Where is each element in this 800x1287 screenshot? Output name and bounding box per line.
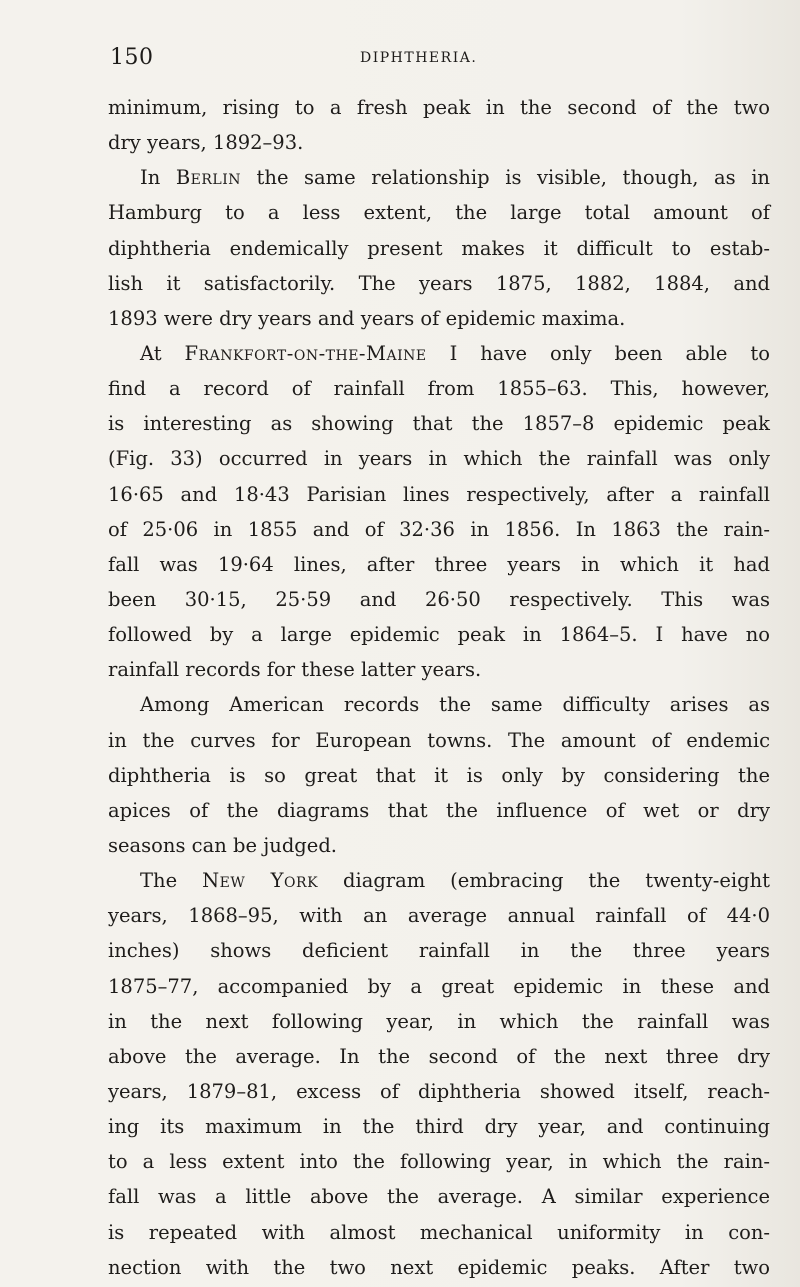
- line-prefix: At: [140, 341, 185, 365]
- text-line: [108, 1004, 770, 1039]
- line-text: dry years, 1892–93.: [108, 131, 304, 155]
- line-text: 1893 were dry years and years of epidemic maxima.: [108, 306, 626, 330]
- body-text: [108, 90, 770, 1285]
- text-line: [108, 266, 770, 301]
- line-text: diagram (embracing the twenty-eight: [318, 869, 770, 893]
- line-text: fall was a little above the average. A similar experience: [108, 1185, 770, 1209]
- text-line: [108, 195, 770, 230]
- line-text: in the curves for European towns. The amount of endemic: [108, 728, 770, 752]
- text-line: [108, 547, 770, 582]
- text-line: [108, 723, 770, 758]
- text-line: [108, 1215, 770, 1250]
- page-header: [110, 45, 770, 75]
- line-text: lish it satisfactorily. The years 1875, 1882, 1884, and: [108, 271, 770, 295]
- text-line: [108, 828, 770, 863]
- line-prefix: The: [140, 869, 203, 893]
- text-line: [108, 1250, 770, 1285]
- line-text: in the next following year, in which the rainfall was: [108, 1009, 770, 1033]
- text-line: [108, 1074, 770, 1109]
- text-line: [108, 898, 770, 933]
- line-text: diphtheria endemically present makes it difficult to estab-: [108, 236, 770, 260]
- line-text: years, 1868–95, with an average annual rainfall of 44·0: [108, 904, 770, 928]
- line-text: find a record of rainfall from 1855–63. This, however,: [108, 377, 770, 401]
- text-line: [108, 617, 770, 652]
- line-text: I have only been able to: [426, 341, 770, 365]
- line-text: ing its maximum in the third dry year, and continuing: [108, 1115, 770, 1139]
- text-line: [108, 1144, 770, 1179]
- line-text: above the average. In the second of the next three dry: [108, 1044, 770, 1068]
- line-text: minimum, rising to a fresh peak in the second of the two: [108, 96, 770, 119]
- line-text: of 25·06 in 1855 and of 32·36 in 1856. In 1863 the rain-: [108, 517, 770, 541]
- place-name: New York: [202, 869, 319, 893]
- text-line: [108, 652, 770, 687]
- line-text: Among American records the same difficulty arises as: [140, 693, 770, 717]
- text-line: [108, 933, 770, 968]
- text-line: [108, 863, 770, 898]
- text-line: [108, 1109, 770, 1144]
- place-name: Frankfort-on-the-Maine: [184, 341, 427, 365]
- line-text: (Fig. 33) occurred in years in which the rainfall was only: [108, 447, 770, 471]
- line-text: to a less extent into the following year, in which the rain-: [108, 1150, 770, 1174]
- text-line: [108, 1039, 770, 1074]
- line-text: 1875–77, accompanied by a great epidemic in these and: [108, 974, 770, 998]
- text-line: [108, 336, 770, 371]
- line-text: fall was 19·64 lines, after three years in which it had: [108, 552, 770, 576]
- line-text: nection with the two next epidemic peaks. After two: [108, 1255, 770, 1279]
- line-text: 16·65 and 18·43 Parisian lines respectively, after a rainfall: [108, 482, 770, 506]
- line-text: inches) shows deficient rainfall in the three years: [108, 939, 770, 963]
- running-title: DIPHTHERIA.: [360, 50, 478, 66]
- line-text: is interesting as showing that the 1857–8 epidemic peak: [108, 412, 770, 436]
- page-number: 150: [110, 45, 154, 70]
- text-line: [108, 90, 770, 125]
- text-line: [108, 512, 770, 547]
- line-text: been 30·15, 25·59 and 26·50 respectively. This was: [108, 587, 770, 611]
- line-text: rainfall records for these latter years.: [108, 658, 482, 682]
- text-line: [108, 406, 770, 441]
- text-line: [108, 160, 770, 195]
- text-line: [108, 301, 770, 336]
- text-line: [108, 371, 770, 406]
- text-line: [108, 231, 770, 266]
- text-line: [108, 758, 770, 793]
- line-text: the same relationship is visible, though, as in: [241, 166, 770, 190]
- place-name: Berlin: [175, 166, 241, 190]
- line-text: diphtheria is so great that it is only by considering the: [108, 763, 770, 787]
- line-prefix: In: [140, 166, 176, 190]
- line-text: is repeated with almost mechanical uniformity in con-: [108, 1220, 770, 1244]
- text-line: [108, 969, 770, 1004]
- text-line: [108, 125, 770, 160]
- line-text: seasons can be judged.: [108, 833, 338, 857]
- text-line: [108, 441, 770, 476]
- line-text: years, 1879–81, excess of diphtheria showed itself, reach-: [108, 1079, 770, 1103]
- line-text: Hamburg to a less extent, the large total amount of: [108, 201, 770, 225]
- text-line: [108, 582, 770, 617]
- line-text: followed by a large epidemic peak in 1864–5. I have no: [108, 623, 770, 647]
- text-line: [108, 687, 770, 722]
- text-line: [108, 1179, 770, 1214]
- line-text: apices of the diagrams that the influence of wet or dry: [108, 798, 770, 822]
- text-line: [108, 793, 770, 828]
- text-line: [108, 477, 770, 512]
